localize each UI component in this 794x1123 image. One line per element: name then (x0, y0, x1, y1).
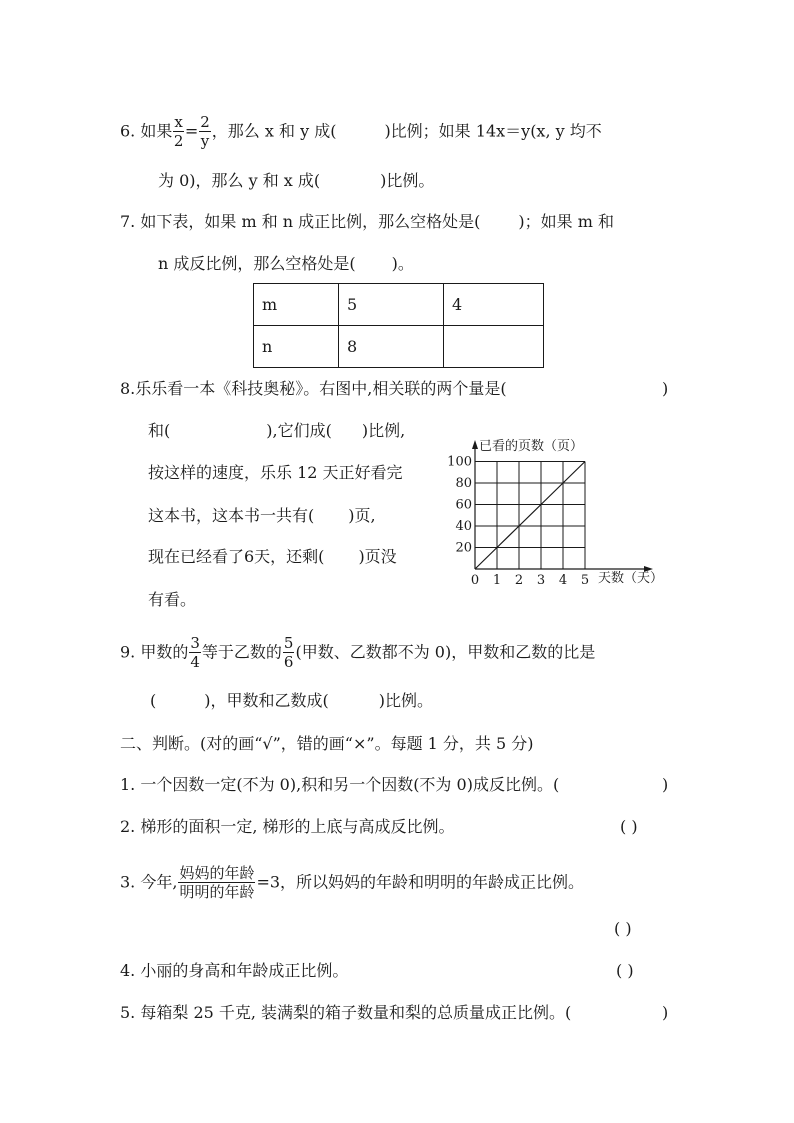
q8-text-b: 和( (148, 421, 171, 440)
judge-3-fraction: $\frac{\text{妈妈的年龄}}{\text{明明的年龄}}$ (179, 864, 255, 901)
judge-1-text: 1. 一个因数一定(不为 0),积和另一个因数(不为 0)成反比例。( (120, 775, 560, 794)
q8-line2 (148, 420, 405, 442)
x-tick-label: 1 (492, 573, 502, 588)
q7-text-b: )；如果 m 和 (518, 212, 615, 231)
q7-text-a: 7. 如下表，如果 m 和 n 成正比例，那么空格处是( (120, 212, 481, 231)
table-cell: n (254, 326, 339, 368)
judge-5-close-paren: ) (662, 1003, 669, 1022)
q6-fraction-2-over-y: $\frac{2}{y}$ (200, 113, 210, 150)
q8-text-i: )页没 (358, 547, 397, 566)
judge-5-text: 5. 每箱梨 25 千克, 装满梨的箱子数量和梨的总质量成正比例。( (120, 1003, 572, 1022)
q8-close-paren: ) (662, 379, 669, 398)
judge-2: 2. 梯形的面积一定, 梯形的上底与高成反比例。 (120, 817, 455, 836)
table-cell: m (254, 284, 339, 326)
x-tick-label: 2 (514, 573, 524, 588)
q8-text-e: 按这样的速度，乐乐 12 天正好看完 (148, 463, 403, 482)
q7-text-d: )。 (391, 254, 414, 273)
q9-text-f: )比例。 (378, 691, 433, 710)
q7-line1 (120, 211, 614, 233)
q6-text-e: )比例。 (380, 171, 435, 190)
q6-equals: = (184, 121, 199, 141)
q9-line1 (120, 636, 595, 670)
q6-text-a: 6. 如果 (120, 121, 173, 141)
q8-line1 (120, 378, 507, 400)
x-tick-label: 3 (536, 573, 546, 588)
q8-text-c: ),它们成( (266, 421, 332, 440)
q6-line1 (120, 115, 602, 149)
judge-5 (120, 1002, 571, 1024)
x-tick-label: 0 (470, 573, 480, 588)
q9-line2 (150, 690, 433, 712)
judge-4-answer-paren: ( ) (616, 961, 634, 980)
y-axis-arrow-icon (472, 440, 478, 449)
y-tick-label: 80 (455, 476, 472, 491)
q9-text-a: 9. 甲数的 (120, 642, 189, 662)
q7-line2 (158, 253, 414, 275)
table-row (254, 284, 544, 326)
q6-line2 (158, 170, 434, 192)
q8-text-g: )页, (348, 506, 376, 525)
q9-fraction-5-6: $\frac{5}{6}$ (283, 634, 294, 671)
q9-text-d: ( (150, 691, 157, 710)
y-axis-label: 已看的页数（页） (479, 439, 584, 454)
q8-text-h: 现在已经看了6天，还剩( (148, 547, 325, 566)
q8-text-f: 这本书，这本书一共有( (148, 506, 315, 525)
q6-fraction-x-over-2: $\frac{x}{2}$ (173, 113, 184, 150)
y-tick-label: 100 (447, 454, 472, 470)
q9-text-b: 等于乙数的 (201, 642, 282, 662)
judge-3 (120, 866, 584, 900)
q8-line4 (148, 505, 376, 527)
q9-text-e: )，甲数和乙数成( (204, 691, 329, 710)
x-tick-label: 4 (558, 573, 568, 588)
x-tick-label: 5 (580, 573, 590, 588)
table-cell (444, 326, 544, 368)
x-axis-label: 天数（天） (598, 571, 664, 586)
pages-vs-days-graph (447, 435, 675, 588)
q8-text-j: 有看。 (148, 590, 197, 609)
judge-1 (120, 774, 559, 796)
q8-line6 (148, 589, 196, 611)
judge-3-text-a: 3. 今年, (120, 872, 178, 892)
q6-text-c: )比例；如果 14x＝y(x, y 均不 (384, 121, 602, 141)
q8-line3 (148, 462, 403, 484)
judge-2-answer-paren: ( ) (620, 817, 638, 836)
q8-line5 (148, 546, 397, 568)
q9-fraction-3-4: $\frac{3}{4}$ (190, 634, 200, 671)
m-n-table (253, 283, 544, 368)
q7-text-c: n 成反比例，那么空格处是( (158, 254, 356, 273)
judge-3-text-b: =3，所以妈妈的年龄和明明的年龄成正比例。 (256, 872, 585, 892)
y-tick-label: 60 (455, 497, 472, 513)
table-cell: 4 (444, 284, 544, 326)
q9-text-c: (甲数、乙数都不为 0)，甲数和乙数的比是 (295, 642, 596, 662)
q6-text-b: ，那么 x 和 y 成( (211, 121, 337, 141)
series-line (475, 462, 585, 570)
judge-4: 4. 小丽的身高和年龄成正比例。 (120, 961, 349, 980)
q6-text-d: 为 0)，那么 y 和 x 成( (158, 171, 321, 190)
judge-3-answer-paren: ( ) (614, 919, 632, 938)
q8-text-d: )比例, (361, 421, 406, 440)
section2-heading: 二、判断。(对的画“√”，错的画“×”。每题 1 分，共 5 分) (120, 734, 534, 753)
table-row (254, 326, 544, 368)
q8-text-a: 8.乐乐看一本《科技奥秘》。右图中,相关联的两个量是( (120, 379, 507, 398)
judge-1-close-paren: ) (662, 775, 669, 794)
y-tick-label: 40 (455, 519, 472, 534)
table-cell: 5 (339, 284, 444, 326)
table-cell: 8 (339, 326, 444, 368)
y-tick-label: 20 (455, 540, 472, 556)
